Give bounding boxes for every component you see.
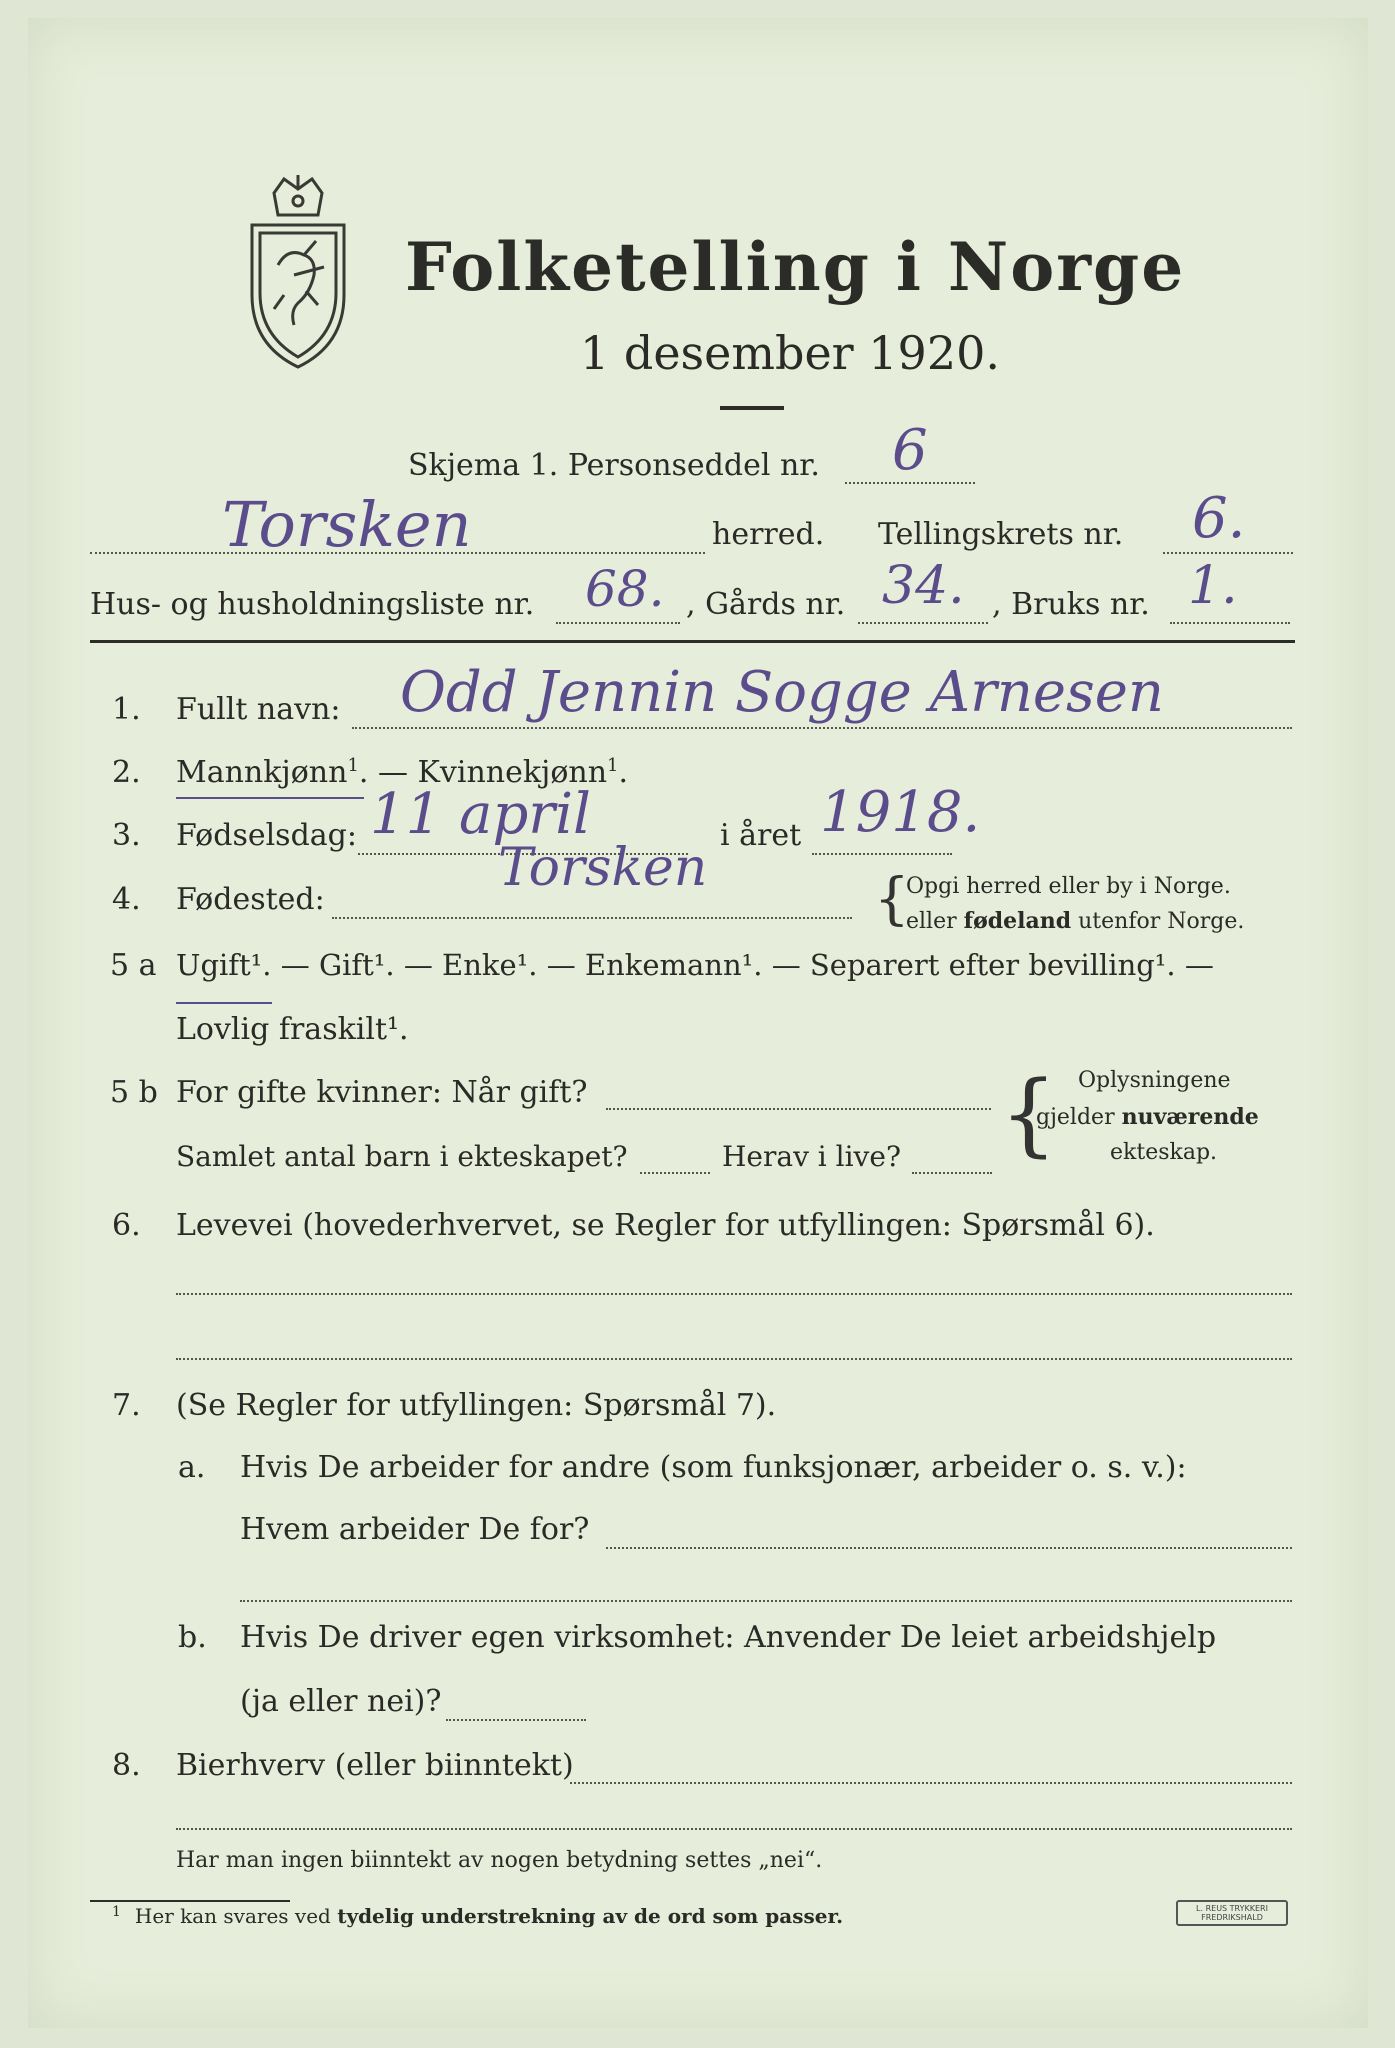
- q2-footnote-mark: 1: [347, 755, 359, 776]
- census-date: 1 desember 1920.: [580, 326, 1000, 380]
- q8-label: Bierhverv (eller biinntekt): [176, 1748, 574, 1783]
- form-title: Folketelling i Norge: [405, 228, 1186, 306]
- q3-year-field[interactable]: [812, 853, 952, 855]
- footnote: [112, 1904, 843, 1928]
- husholdningsliste-value: 68.: [585, 560, 665, 618]
- bruks-label: , Bruks nr.: [992, 587, 1150, 622]
- norway-coat-of-arms-icon: [244, 175, 352, 371]
- q2-footnote-mark-2: 1: [607, 755, 619, 776]
- q5a-fraskilt: fraskilt¹.: [269, 1012, 409, 1047]
- q5b-note-line1: Oplysningene: [1078, 1068, 1231, 1093]
- footnote-divider: [90, 1900, 290, 1902]
- q1-label: Fullt navn:: [176, 692, 341, 727]
- footnote-mark: 1: [112, 1904, 121, 1920]
- q2-female-option[interactable]: Kvinnekjønn: [417, 755, 608, 790]
- q8-side-income-field-2[interactable]: [176, 1828, 1292, 1830]
- printer-stamp-line2: FREDRIKSHALD: [1201, 1913, 1263, 1922]
- gards-field[interactable]: [858, 622, 988, 624]
- husholdningsliste-label: Hus- og husholdningsliste nr.: [90, 587, 535, 622]
- q4-number: 4.: [112, 882, 141, 917]
- q5a-marital-options-line2: [176, 1012, 409, 1047]
- q5b-label: For gifte kvinner: Når gift?: [176, 1075, 588, 1110]
- q5a-lovlig-option[interactable]: Lovlig: [176, 1012, 270, 1047]
- q4-note-line2: [906, 908, 1244, 934]
- q5a-lovlig-mark: [176, 1002, 272, 1004]
- q8-side-income-field[interactable]: [570, 1782, 1292, 1784]
- q4-birthplace-value: Torsken: [498, 838, 708, 898]
- q7a-line2: Hvem arbeider De for?: [240, 1512, 590, 1547]
- q5b-brace: {: [1000, 1062, 1058, 1167]
- gards-label: , Gårds nr.: [686, 587, 846, 622]
- q7b-answer-field[interactable]: [446, 1719, 586, 1721]
- footnote-text-a: Her kan svares ved: [134, 1904, 338, 1928]
- q6-label: Levevei (hovederhvervet, se Regler for utfyllingen: Spørsmål 6).: [176, 1208, 1155, 1243]
- schema-number-value: 6: [892, 418, 928, 483]
- q7a-letter: a.: [178, 1450, 206, 1485]
- q4-label: Fødested:: [176, 882, 325, 917]
- gards-value: 34.: [882, 556, 965, 616]
- q3-year-label: i året: [720, 818, 802, 853]
- q5b-note-line3: ekteskap.: [1110, 1140, 1218, 1165]
- q6-occupation-field-2[interactable]: [176, 1358, 1292, 1360]
- q4-brace: {: [874, 867, 910, 932]
- q7b-letter: b.: [178, 1620, 207, 1655]
- q5a-marital-options[interactable]: Ugift¹. — Gift¹. — Enke¹. — Enkemann¹. — Separert efter bevilling¹. —: [176, 948, 1214, 982]
- q5b-alive-label: Herav i live?: [722, 1140, 901, 1173]
- q5b-children-label: Samlet antal barn i ekteskapet?: [176, 1140, 628, 1173]
- q2-separator: . —: [358, 755, 418, 790]
- printer-stamp-line1: L. REUS TRYKKERI: [1196, 1904, 1268, 1913]
- q1-number: 1.: [112, 692, 141, 727]
- q5b-note-gjelder: gjelder: [1036, 1105, 1122, 1130]
- q7-number: 7.: [112, 1388, 141, 1423]
- title-divider: [720, 406, 784, 410]
- q8-note: Har man ingen biinntekt av nogen betydning settes „nei“.: [176, 1848, 823, 1873]
- tellingskrets-field[interactable]: [1163, 552, 1293, 554]
- footnote-text-c: ord som passer.: [660, 1904, 844, 1928]
- q7b-line2: (ja eller nei)?: [240, 1684, 442, 1719]
- q6-occupation-field-1[interactable]: [176, 1293, 1292, 1295]
- q2-end: .: [618, 755, 629, 790]
- q5b-note-line2: [1036, 1104, 1259, 1130]
- q4-note-fodeland: fødeland: [963, 908, 1072, 934]
- q3-year-value: 1918.: [820, 780, 981, 845]
- tellingskrets-value: 6.: [1192, 486, 1246, 551]
- q8-number: 8.: [112, 1748, 141, 1783]
- q2-number: 2.: [112, 755, 141, 790]
- schema-label: Skjema 1. Personseddel nr.: [408, 448, 820, 483]
- bruks-field[interactable]: [1170, 622, 1290, 624]
- husholdningsliste-field[interactable]: [556, 622, 680, 624]
- bruks-value: 1.: [1188, 556, 1238, 616]
- q5b-alive-field[interactable]: [912, 1172, 992, 1174]
- header-divider: [90, 640, 1295, 643]
- q2-male-option[interactable]: Mannkjønn: [176, 755, 348, 790]
- q5b-children-field[interactable]: [640, 1172, 710, 1174]
- herred-label: herred.: [712, 517, 825, 552]
- q5a-number: 5 a: [110, 948, 157, 983]
- q4-note-eller: eller: [906, 909, 964, 934]
- q7a-employer-field-2[interactable]: [240, 1600, 1292, 1602]
- q4-note-line1: Opgi herred eller by i Norge.: [906, 874, 1231, 899]
- q4-birthplace-field[interactable]: [332, 917, 852, 919]
- q2-male-underline: [176, 797, 364, 799]
- footnote-text-b: tydelig understrekning av de: [337, 1904, 661, 1928]
- q3-birthday-value: 11 april: [370, 782, 591, 847]
- q7a-line1: Hvis De arbeider for andre (som funksjonær, arbeider o. s. v.):: [240, 1450, 1187, 1485]
- q4-note-utenfor: utenfor Norge.: [1071, 909, 1245, 934]
- q6-number: 6.: [112, 1208, 141, 1243]
- q3-label: Fødselsdag:: [176, 818, 357, 853]
- q3-number: 3.: [112, 818, 141, 853]
- herred-value: Torsken: [222, 488, 472, 561]
- q1-full-name-value: Odd Jennin Sogge Arnesen: [400, 660, 1164, 725]
- q1-full-name-field[interactable]: [352, 727, 1292, 729]
- q7a-employer-field[interactable]: [606, 1547, 1292, 1549]
- q5b-note-nuvaerende: nuværende: [1121, 1104, 1259, 1130]
- printer-stamp: [1176, 1900, 1288, 1926]
- q7-label: (Se Regler for utfyllingen: Spørsmål 7).: [176, 1388, 777, 1423]
- q7b-line1: Hvis De driver egen virksomhet: Anvender De leiet arbeidshjelp: [240, 1620, 1217, 1655]
- tellingskrets-label: Tellingskrets nr.: [878, 517, 1124, 552]
- q5b-married-date-field[interactable]: [606, 1108, 991, 1110]
- q5b-number: 5 b: [110, 1075, 158, 1110]
